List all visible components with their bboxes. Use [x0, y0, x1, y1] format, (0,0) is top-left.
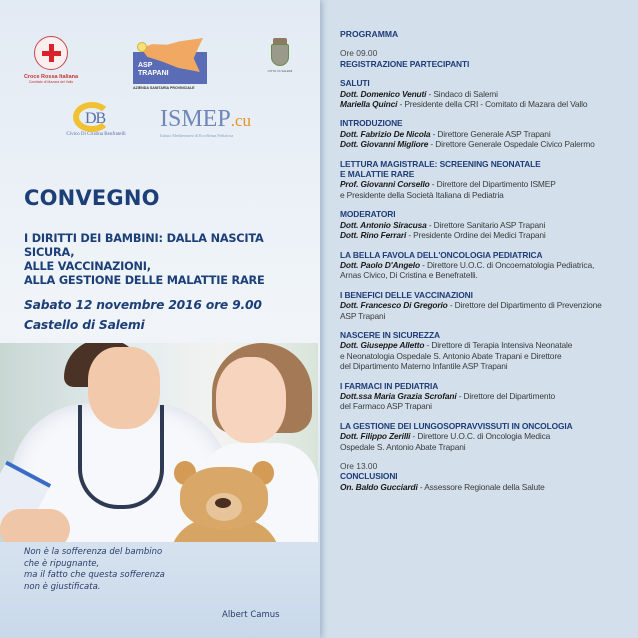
croce-rossa-logo	[18, 36, 84, 84]
program-title: PROGRAMMA	[340, 29, 399, 39]
speaker-line	[340, 190, 636, 200]
event-title: CONVEGNO	[24, 186, 160, 210]
subtitle-line: I DIRITTI DEI BAMBINI: DALLA NASCITA SICURA,	[24, 232, 264, 259]
speaker-line	[340, 311, 636, 321]
cdb-mark-icon	[71, 102, 121, 132]
speaker-line	[340, 340, 636, 350]
speaker-line	[340, 220, 636, 230]
section-heading: MODERATORI	[340, 209, 396, 220]
cdb-letters: DB	[85, 110, 106, 127]
speaker-name: Prof. Giovanni Corsello	[340, 179, 430, 190]
section-time: Ore 09.00	[340, 48, 378, 59]
speaker-name: Dott. Paolo D'Angelo	[340, 259, 420, 270]
speaker-role: - Direttore del Dipartimento ISMEP	[429, 179, 556, 190]
cri-sub: Comitato di Mazara del Vallo	[28, 80, 74, 84]
speaker-name: Dott. Filippo Zerilli	[340, 431, 411, 442]
event-venue: Castello di Salemi	[24, 318, 145, 332]
speaker-line	[340, 431, 636, 441]
quote-line: non è giustificata.	[24, 581, 101, 592]
salemi-sub: CITTA' DI SALEMI	[267, 69, 293, 73]
speaker-line	[340, 442, 636, 452]
speaker-name: Dott.ssa Maria Grazia Scrofani	[340, 390, 457, 401]
speaker-line	[340, 179, 636, 189]
ismep-tld: .cu	[230, 111, 251, 130]
section-heading: LA GESTIONE DEI LUNGOSOPRAVVISSUTI IN ONCOLOGIA	[340, 420, 573, 431]
program-section	[340, 78, 636, 109]
speaker-line	[340, 260, 636, 270]
speaker-role: - Direttore Generale Ospedale Civico Palermo	[428, 139, 595, 150]
section-heading: NASCERE IN SICUREZZA	[340, 329, 440, 340]
event-date-venue	[24, 295, 262, 335]
section-heading: E MALATTIE RARE	[340, 169, 415, 180]
speaker-role: - Presidente Ordine dei Medici Trapani	[406, 230, 546, 241]
program-section	[340, 290, 636, 321]
speaker-role: e Neonatologia Ospedale S. Antonio Abate Trapani e Direttore	[340, 350, 562, 361]
speaker-name: Dott. Francesco Di Gregorio	[340, 300, 448, 311]
speaker-line	[340, 482, 636, 492]
stethoscope-icon	[78, 405, 164, 509]
speaker-role: Arnas Civico, Di Cristina e Benefratelli.	[340, 270, 478, 281]
speaker-line	[340, 391, 636, 401]
section-heading: SALUTI	[340, 78, 370, 89]
section-heading: INTRODUZIONE	[340, 118, 403, 129]
program-section	[340, 250, 636, 281]
speaker-name: Dott. Fabrizio De Nicola	[340, 128, 431, 139]
quote-line: Non è la sofferenza del bambino	[24, 547, 163, 557]
speaker-line	[340, 129, 636, 139]
section-heading: I FARMACI IN PEDIATRIA	[340, 380, 439, 391]
civico-logo	[56, 102, 136, 137]
speaker-role: - Direttore del Dipartimento di Prevenzione	[447, 300, 602, 311]
speaker-line	[340, 99, 636, 109]
asp-line1: ASP	[138, 62, 153, 69]
quote-author: Albert Camus	[222, 610, 280, 620]
quote-line: ma il fatto che questa sofferenza	[24, 570, 165, 580]
program-section	[340, 421, 636, 452]
speaker-role: - Assessore Regionale della Salute	[417, 481, 545, 492]
speaker-role: - Direttore Sanitario ASP Trapani	[426, 219, 546, 230]
speaker-line	[340, 361, 636, 371]
ismep-logo	[160, 107, 270, 138]
asp-sub: AZIENDA SANITARIA PROVINCIALE	[133, 86, 195, 90]
speaker-name: Dott. Rino Ferrari	[340, 230, 407, 241]
speaker-line	[340, 351, 636, 361]
section-time: Ore 13.00	[340, 461, 378, 471]
program-section	[340, 159, 636, 201]
section-heading: CONCLUSIONI	[340, 471, 398, 482]
speaker-line	[340, 300, 636, 310]
doctor-child-photo	[0, 343, 318, 542]
quote	[24, 547, 224, 593]
speaker-role: - Sindaco di Salemi	[426, 88, 498, 99]
program-section	[340, 461, 636, 492]
speaker-role: - Direttore del Dipartimento	[456, 390, 556, 401]
speaker-role: - Presidente della CRI - Comitato di Mazara del Vallo	[397, 99, 588, 110]
event-subtitle	[24, 232, 314, 288]
asp-label	[138, 62, 169, 78]
speaker-line	[340, 401, 636, 411]
program-section	[340, 118, 636, 149]
subtitle-line: ALLE VACCINAZIONI,	[24, 260, 151, 273]
speaker-role: e Presidente della Società Italiana di Pediatria	[340, 189, 504, 200]
ismep-sub: Istituto Mediterraneo di Eccellenza Pediatrica	[160, 133, 234, 138]
speaker-name: Dott. Domenico Venuti	[340, 88, 427, 99]
speaker-role: del Farmaco ASP Trapani	[340, 401, 432, 412]
speaker-name: Mariella Quinci	[340, 99, 398, 110]
speaker-name: Dott. Giuseppe Alletto	[340, 340, 425, 351]
speaker-line	[340, 270, 636, 280]
red-cross-icon	[34, 36, 68, 70]
cdb-sub: Civico Di Cristina Benfratelli	[66, 132, 126, 137]
program-section	[340, 48, 636, 69]
program-section	[340, 209, 636, 240]
speaker-name: Dott. Antonio Siracusa	[340, 219, 427, 230]
section-heading: REGISTRAZIONE PARTECIPANTI	[340, 58, 470, 69]
quote-line: che è ripugnante,	[24, 558, 100, 569]
speaker-role: - Direttore di Terapia Intensiva Neonatale	[424, 340, 573, 351]
speaker-line	[340, 89, 636, 99]
ismep-main: ISMEP	[160, 106, 231, 132]
speaker-role: - Direttore U.O.C. di Oncologia Medica	[410, 431, 551, 442]
coat-of-arms-icon	[271, 44, 289, 66]
speaker-role: - Direttore Generale ASP Trapani	[430, 128, 551, 139]
asp-line2: TRAPANI	[138, 70, 169, 77]
program	[340, 29, 636, 492]
speaker-name: Dott. Giovanni Migliore	[340, 139, 429, 150]
subtitle-line: ALLA GESTIONE DELLE MALATTIE RARE	[24, 274, 265, 287]
speaker-role: ASP Trapani	[340, 310, 386, 321]
cri-name: Croce Rossa Italiana	[23, 74, 79, 80]
speaker-name: On. Baldo Gucciardi	[340, 481, 418, 492]
asp-trapani-logo	[133, 36, 209, 90]
speaker-line	[340, 230, 636, 240]
speaker-line	[340, 139, 636, 149]
section-heading: LETTURA MAGISTRALE: SCREENING NEONATALE	[340, 158, 541, 169]
salemi-logo	[266, 38, 294, 73]
event-date: Sabato 12 novembre 2016 ore 9.00	[24, 298, 262, 312]
speaker-role: Ospedale S. Antonio Abate Trapani	[340, 441, 466, 452]
speaker-role: - Direttore U.O.C. di Oncoematologia Pediatrica,	[419, 259, 595, 270]
trapani-marker-icon	[137, 42, 147, 52]
speaker-role: del Dipartimento Materno Infantile ASP Trapani	[340, 361, 508, 372]
section-heading: I BENEFICI DELLE VACCINAZIONI	[340, 289, 473, 300]
section-heading: LA BELLA FAVOLA DELL'ONCOLOGIA PEDIATRICA	[340, 249, 543, 260]
program-section	[340, 381, 636, 412]
program-section	[340, 330, 636, 372]
